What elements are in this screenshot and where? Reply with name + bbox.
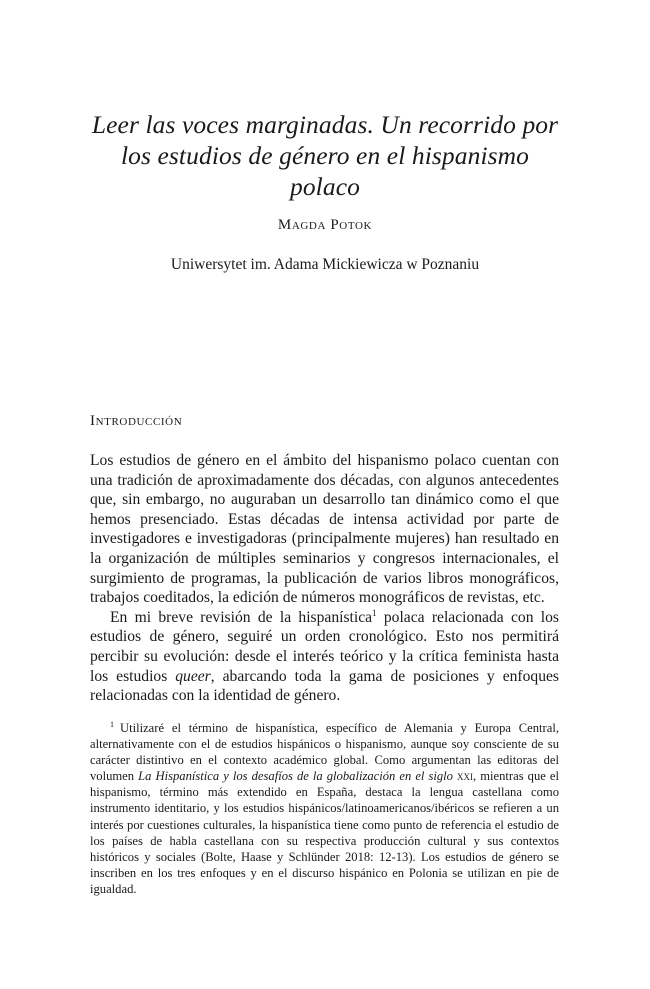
footnote-segment: Utilizaré el término de hispanística, específico de Alemania y Europa Central, alternativamente con el de estudios hispánicos o hispanismo, aunque soy consciente de su carácter distintivo en el contexto académico global. Como argumentan las editoras del volumen xyxy=(90,721,559,784)
paragraph xyxy=(90,608,559,706)
footnote xyxy=(90,720,559,897)
body-text xyxy=(90,451,559,706)
book-title-text: La Hispanística y los desafíos de la globalización en el siglo xyxy=(138,769,453,784)
paragraph-text: polaca relacionada con los estudios de género, seguiré un orden cronológico. Esto nos permitirá percibir su evolución: desde el interés teórico y la crítica feminista hasta los estudios xyxy=(90,608,559,685)
paragraph: Los estudios de género en el ámbito del hispanismo polaco cuentan con una tradición de aproximadamente dos décadas, con algunos antecedentes que, sin embargo, no auguraban un desarrollo tan dinámico como el que hemos presenciado. Estas décadas de intensa actividad por parte de investigadores e investigadoras (principalmente mujeres) han resultado en la organización de múltiples seminarios y congresos internacionales, el surgimiento de programas, la publicación de varios libros monográficos, trabajos coeditados, la edición de números monográficos de revistas, etc. xyxy=(90,452,559,607)
section-heading: Introducción xyxy=(90,413,183,429)
author-affiliation: Uniwersytet im. Adama Mickiewicza w Poznaniu xyxy=(170,256,480,273)
book-title xyxy=(138,769,473,783)
book-century: xxi xyxy=(457,769,474,784)
footnote-text xyxy=(90,720,559,897)
footnote-reference[interactable]: 1 xyxy=(372,607,377,618)
article-title: Leer las voces marginadas. Un recorrido por los estudios de género en el hispanismo polaco xyxy=(91,110,559,201)
author-name: Magda Potok xyxy=(277,217,373,233)
paragraph-text: En mi breve revisión de la hispanística xyxy=(110,608,373,626)
footnote-number: 1 xyxy=(110,719,114,729)
paragraph-text: , abarcando toda la gama de posiciones y enfoques relacionadas con la identidad de género. xyxy=(90,667,559,705)
italic-term: queer xyxy=(175,667,211,685)
footnote-segment: , mientras que el hispanismo, término más extendido en España, destaca la lengua castellana como instrumento identitario, y los estudios hispánicos/latinoamericanos/ibéricos se refieren a un interés por cuestiones culturales, la hispanística tiene como punto de referencia el estudio de los países de habla castellana con su respectiva producción cultural y sus contextos históricos y sociales (Bolte, Haase y Schlünder 2018: 12-13). Los estudios de género se inscriben en los tres enfoques y en el discurso hispánico en Polonia se utilizan en pie de igualdad. xyxy=(90,769,559,896)
